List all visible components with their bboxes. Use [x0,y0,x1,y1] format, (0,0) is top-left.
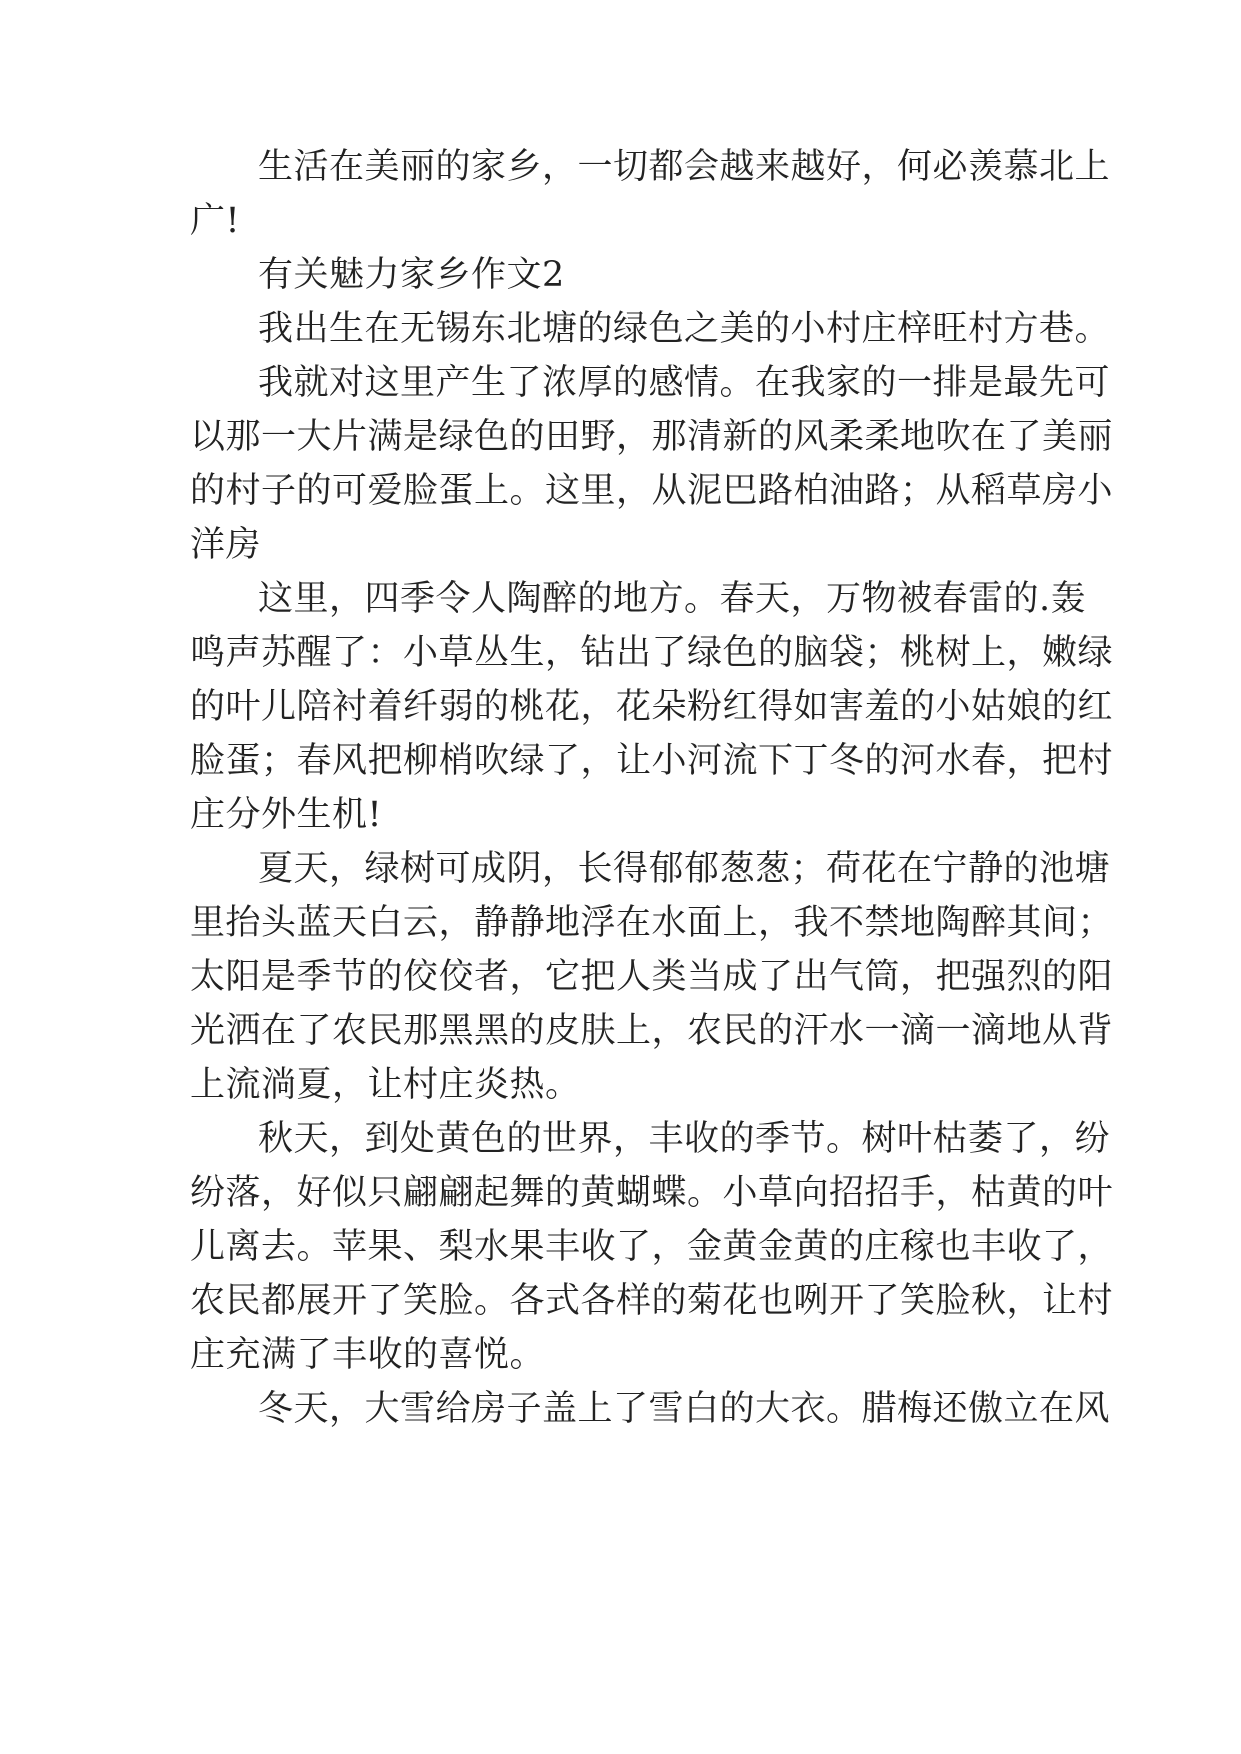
text-line: 脸蛋；春风把柳梢吹绿了，让小河流下丁冬的河水春，把村 [190,741,1114,781]
text-line: 冬天，大雪给房子盖上了雪白的大衣。腊梅还傲立在风 [258,1389,1111,1429]
text-line: 庄充满了丰收的喜悦。 [190,1335,546,1375]
text-line: 光洒在了农民那黑黑的皮肤上，农民的汗水一滴一滴地从背 [190,1011,1114,1051]
text-line: 这里，四季令人陶醉的地方。春天，万物被春雷的.轰 [258,579,1087,619]
text-line: 农民都展开了笑脸。各式各样的菊花也咧开了笑脸秋，让村 [190,1281,1114,1321]
text-line: 太阳是季节的佼佼者，它把人类当成了出气筒，把强烈的阳 [190,957,1114,997]
text-line: 秋天，到处黄色的世界，丰收的季节。树叶枯萎了，纷 [258,1119,1111,1159]
text-line: 以那一大片满是绿色的田野，那清新的风柔柔地吹在了美丽 [190,417,1114,457]
text-line: 庄分外生机! [190,795,383,835]
text-line: 夏天，绿树可成阴，长得郁郁葱葱；荷花在宁静的池塘 [258,849,1111,889]
text-line: 儿离去。苹果、梨水果丰收了，金黄金黄的庄稼也丰收了， [190,1227,1114,1267]
text-line: 纷落，好似只翩翩起舞的黄蝴蝶。小草向招招手，枯黄的叶 [190,1173,1114,1213]
text-line: 生活在美丽的家乡，一切都会越来越好，何必羡慕北上 [258,147,1111,187]
text-line: 的村子的可爱脸蛋上。这里，从泥巴路柏油路；从稻草房小 [190,471,1114,511]
text-line: 广! [190,201,241,241]
text-line: 的叶儿陪衬着纤弱的桃花，花朵粉红得如害羞的小姑娘的红 [190,687,1114,727]
text-line: 我出生在无锡东北塘的绿色之美的小村庄梓旺村方巷。 [258,309,1111,349]
text-line: 我就对这里产生了浓厚的感情。在我家的一排是最先可 [258,363,1111,403]
text-line: 上流淌夏，让村庄炎热。 [190,1065,581,1105]
text-line: 里抬头蓝天白云，静静地浮在水面上，我不禁地陶醉其间； [190,903,1114,943]
section-heading: 有关魅力家乡作文2 [258,255,565,295]
text-line: 鸣声苏醒了：小草丛生，钻出了绿色的脑袋；桃树上，嫩绿 [190,633,1114,673]
text-line: 洋房 [190,525,262,565]
